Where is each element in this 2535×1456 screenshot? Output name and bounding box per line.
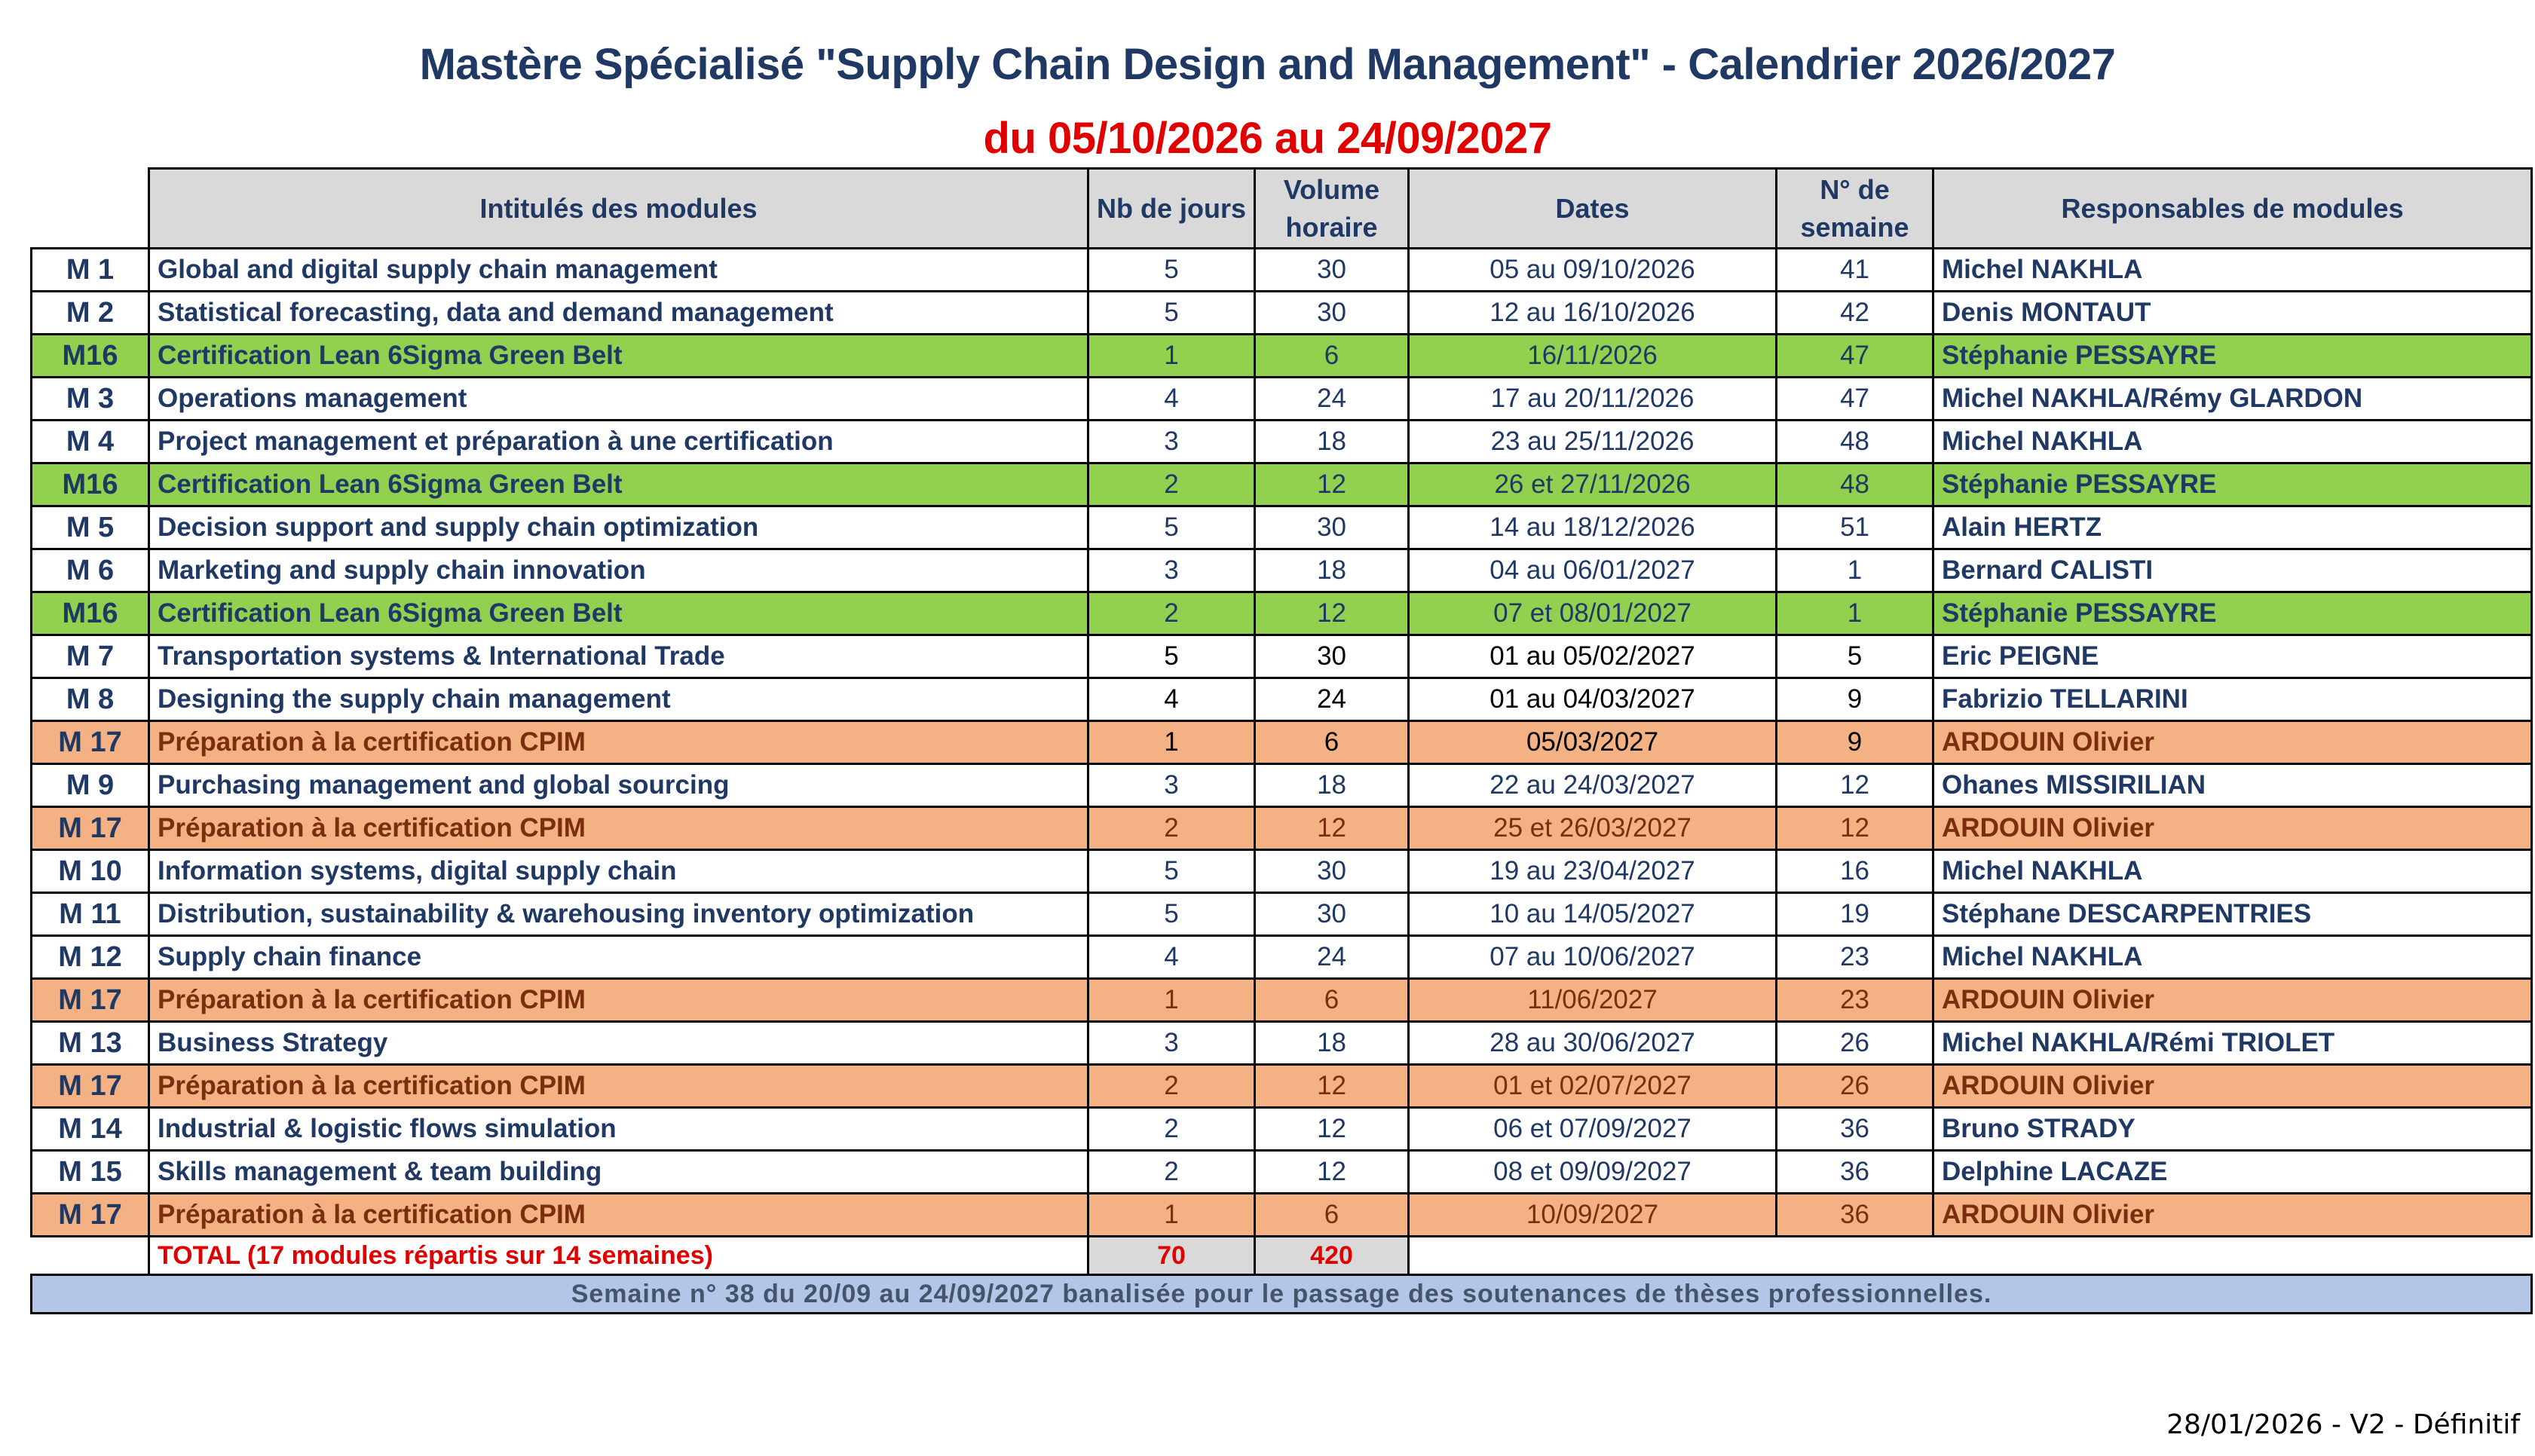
module-hours: 6 [1255,335,1409,378]
module-responsible: Bruno STRADY [1933,1108,2532,1151]
module-code: M 1 [32,249,149,292]
module-week: 51 [1777,506,1933,549]
module-responsible: ARDOUIN Olivier [1933,979,2532,1022]
module-week: 1 [1777,549,1933,592]
module-dates: 07 au 10/06/2027 [1409,936,1777,979]
module-days: 3 [1088,421,1255,463]
document-title: Mastère Spécialisé "Supply Chain Design and Management" - Calendrier 2026/2027 [419,40,2116,89]
module-code: M 2 [32,292,149,335]
table-row [32,335,2532,378]
module-hours: 12 [1255,463,1409,506]
module-days: 2 [1088,1065,1255,1108]
module-hours: 18 [1255,1022,1409,1065]
module-days: 1 [1088,721,1255,764]
module-name: Global and digital supply chain management [149,249,1088,292]
header-row [32,169,2532,249]
module-hours: 30 [1255,506,1409,549]
table-row [32,936,2532,979]
module-hours: 30 [1255,249,1409,292]
module-code: M 13 [32,1022,149,1065]
table-row [32,506,2532,549]
module-name: Préparation à la certification CPIM [149,721,1088,764]
module-dates: 10/09/2027 [1409,1194,1777,1237]
table-row [32,463,2532,506]
module-responsible: ARDOUIN Olivier [1933,721,2532,764]
module-week: 16 [1777,850,1933,893]
table-row [32,549,2532,592]
module-week: 9 [1777,678,1933,721]
module-responsible: Stéphane DESCARPENTRIES [1933,893,2532,936]
module-responsible: ARDOUIN Olivier [1933,807,2532,850]
module-week: 36 [1777,1151,1933,1194]
module-days: 5 [1088,635,1255,678]
module-dates: 22 au 24/03/2027 [1409,764,1777,807]
module-dates: 08 et 09/09/2027 [1409,1151,1777,1194]
module-dates: 12 au 16/10/2026 [1409,292,1777,335]
module-week: 42 [1777,292,1933,335]
module-code: M 15 [32,1151,149,1194]
version-footer: 28/01/2026 - V2 - Définitif [2166,1409,2520,1440]
module-week: 23 [1777,979,1933,1022]
module-responsible: Delphine LACAZE [1933,1151,2532,1194]
module-week: 9 [1777,721,1933,764]
module-days: 1 [1088,335,1255,378]
module-week: 5 [1777,635,1933,678]
module-code: M 17 [32,1065,149,1108]
module-days: 2 [1088,592,1255,635]
module-responsible: Bernard CALISTI [1933,549,2532,592]
module-week: 41 [1777,249,1933,292]
module-dates: 05 au 09/10/2026 [1409,249,1777,292]
module-hours: 24 [1255,936,1409,979]
table-row [32,807,2532,850]
module-week: 36 [1777,1108,1933,1151]
module-hours: 18 [1255,549,1409,592]
module-week: 12 [1777,807,1933,850]
module-code: M 17 [32,721,149,764]
module-name: Distribution, sustainability & warehousing inventory optimization [149,893,1088,936]
module-name: Project management et préparation à une certification [149,421,1088,463]
note-text: Semaine n° 38 du 20/09 au 24/09/2027 banalisée pour le passage des soutenances de thèses professionnelles. [32,1275,2532,1314]
header-module: Intitulés des modules [149,169,1088,249]
header-week: N° de semaine [1777,169,1933,249]
table-row [32,1065,2532,1108]
module-name: Designing the supply chain management [149,678,1088,721]
module-responsible: Alain HERTZ [1933,506,2532,549]
module-week: 48 [1777,463,1933,506]
module-name: Marketing and supply chain innovation [149,549,1088,592]
module-dates: 16/11/2026 [1409,335,1777,378]
table-row [32,721,2532,764]
module-name: Statistical forecasting, data and demand management [149,292,1088,335]
module-days: 2 [1088,807,1255,850]
module-days: 5 [1088,850,1255,893]
module-code: M 6 [32,549,149,592]
table-row [32,421,2532,463]
module-code: M 11 [32,893,149,936]
module-hours: 6 [1255,979,1409,1022]
module-dates: 25 et 26/03/2027 [1409,807,1777,850]
module-name: Operations management [149,378,1088,421]
module-name: Préparation à la certification CPIM [149,1194,1088,1237]
module-days: 5 [1088,506,1255,549]
module-hours: 12 [1255,1151,1409,1194]
module-code: M16 [32,335,149,378]
module-week: 1 [1777,592,1933,635]
total-hours: 420 [1255,1237,1409,1275]
module-code: M 5 [32,506,149,549]
module-code: M 17 [32,807,149,850]
module-days: 2 [1088,1151,1255,1194]
table-row [32,764,2532,807]
table-row [32,592,2532,635]
module-name: Certification Lean 6Sigma Green Belt [149,335,1088,378]
module-week: 19 [1777,893,1933,936]
table-row [32,292,2532,335]
module-hours: 24 [1255,678,1409,721]
calendar-table [30,167,2533,1314]
module-dates: 14 au 18/12/2026 [1409,506,1777,549]
header-blank [32,169,149,249]
module-code: M 17 [32,1194,149,1237]
module-days: 5 [1088,249,1255,292]
header-resp: Responsables de modules [1933,169,2532,249]
module-week: 48 [1777,421,1933,463]
table-row [32,249,2532,292]
table-row [32,378,2532,421]
module-dates: 10 au 14/05/2027 [1409,893,1777,936]
module-dates: 11/06/2027 [1409,979,1777,1022]
module-days: 3 [1088,764,1255,807]
module-name: Certification Lean 6Sigma Green Belt [149,463,1088,506]
module-hours: 24 [1255,378,1409,421]
table-row [32,635,2532,678]
module-name: Préparation à la certification CPIM [149,979,1088,1022]
module-days: 5 [1088,292,1255,335]
module-hours: 30 [1255,635,1409,678]
header-hours: Volume horaire [1255,169,1409,249]
module-week: 12 [1777,764,1933,807]
module-code: M 3 [32,378,149,421]
module-dates: 23 au 25/11/2026 [1409,421,1777,463]
module-responsible: Fabrizio TELLARINI [1933,678,2532,721]
module-dates: 19 au 23/04/2027 [1409,850,1777,893]
table-row [32,1194,2532,1237]
document-subtitle: du 05/10/2026 au 24/09/2027 [983,114,1552,163]
module-code: M 14 [32,1108,149,1151]
table-row [32,1022,2532,1065]
module-week: 47 [1777,335,1933,378]
total-days: 70 [1088,1237,1255,1275]
module-days: 3 [1088,549,1255,592]
module-responsible: Denis MONTAUT [1933,292,2532,335]
module-responsible: Michel NAKHLA/Rémi TRIOLET [1933,1022,2532,1065]
module-responsible: Stéphanie PESSAYRE [1933,463,2532,506]
header-dates: Dates [1409,169,1777,249]
module-hours: 6 [1255,721,1409,764]
table-row [32,893,2532,936]
module-days: 4 [1088,678,1255,721]
module-days: 4 [1088,378,1255,421]
module-responsible: Michel NAKHLA/Rémy GLARDON [1933,378,2532,421]
module-code: M16 [32,592,149,635]
module-dates: 26 et 27/11/2026 [1409,463,1777,506]
module-responsible: ARDOUIN Olivier [1933,1065,2532,1108]
module-hours: 12 [1255,807,1409,850]
module-name: Industrial & logistic flows simulation [149,1108,1088,1151]
total-blank [32,1237,149,1275]
module-name: Certification Lean 6Sigma Green Belt [149,592,1088,635]
table-body [32,249,2532,1237]
module-name: Supply chain finance [149,936,1088,979]
table-row [32,1108,2532,1151]
module-responsible: Ohanes MISSIRILIAN [1933,764,2532,807]
header-days: Nb de jours [1088,169,1255,249]
total-empty [1409,1237,2532,1275]
module-responsible: Stéphanie PESSAYRE [1933,335,2532,378]
module-days: 1 [1088,1194,1255,1237]
module-dates: 06 et 07/09/2027 [1409,1108,1777,1151]
total-row [32,1237,2532,1275]
module-days: 4 [1088,936,1255,979]
module-name: Transportation systems & International Trade [149,635,1088,678]
module-dates: 28 au 30/06/2027 [1409,1022,1777,1065]
module-week: 26 [1777,1065,1933,1108]
module-responsible: Michel NAKHLA [1933,936,2532,979]
module-name: Préparation à la certification CPIM [149,807,1088,850]
table-row [32,979,2532,1022]
module-hours: 30 [1255,292,1409,335]
module-hours: 12 [1255,1065,1409,1108]
note-row [32,1275,2532,1314]
module-dates: 07 et 08/01/2027 [1409,592,1777,635]
module-name: Skills management & team building [149,1151,1088,1194]
module-hours: 30 [1255,893,1409,936]
module-code: M 4 [32,421,149,463]
module-hours: 12 [1255,1108,1409,1151]
module-dates: 17 au 20/11/2026 [1409,378,1777,421]
module-responsible: Stéphanie PESSAYRE [1933,592,2532,635]
module-dates: 05/03/2027 [1409,721,1777,764]
table-row [32,850,2532,893]
module-name: Decision support and supply chain optimization [149,506,1088,549]
module-name: Business Strategy [149,1022,1088,1065]
module-name: Information systems, digital supply chain [149,850,1088,893]
module-days: 1 [1088,979,1255,1022]
module-name: Purchasing management and global sourcing [149,764,1088,807]
module-hours: 18 [1255,421,1409,463]
module-hours: 18 [1255,764,1409,807]
module-code: M 12 [32,936,149,979]
module-name: Préparation à la certification CPIM [149,1065,1088,1108]
module-week: 47 [1777,378,1933,421]
module-code: M 9 [32,764,149,807]
module-days: 2 [1088,1108,1255,1151]
module-dates: 01 et 02/07/2027 [1409,1065,1777,1108]
table-row [32,1151,2532,1194]
module-responsible: Michel NAKHLA [1933,249,2532,292]
module-hours: 12 [1255,592,1409,635]
module-code: M 10 [32,850,149,893]
module-responsible: Eric PEIGNE [1933,635,2532,678]
module-code: M16 [32,463,149,506]
module-code: M 7 [32,635,149,678]
module-code: M 8 [32,678,149,721]
module-dates: 01 au 05/02/2027 [1409,635,1777,678]
module-week: 23 [1777,936,1933,979]
module-days: 3 [1088,1022,1255,1065]
table-row [32,678,2532,721]
module-responsible: ARDOUIN Olivier [1933,1194,2532,1237]
module-week: 36 [1777,1194,1933,1237]
module-hours: 6 [1255,1194,1409,1237]
total-label: TOTAL (17 modules répartis sur 14 semaines) [149,1237,1088,1275]
module-days: 2 [1088,463,1255,506]
module-responsible: Michel NAKHLA [1933,850,2532,893]
module-week: 26 [1777,1022,1933,1065]
module-days: 5 [1088,893,1255,936]
module-hours: 30 [1255,850,1409,893]
module-dates: 01 au 04/03/2027 [1409,678,1777,721]
module-responsible: Michel NAKHLA [1933,421,2532,463]
module-code: M 17 [32,979,149,1022]
module-dates: 04 au 06/01/2027 [1409,549,1777,592]
